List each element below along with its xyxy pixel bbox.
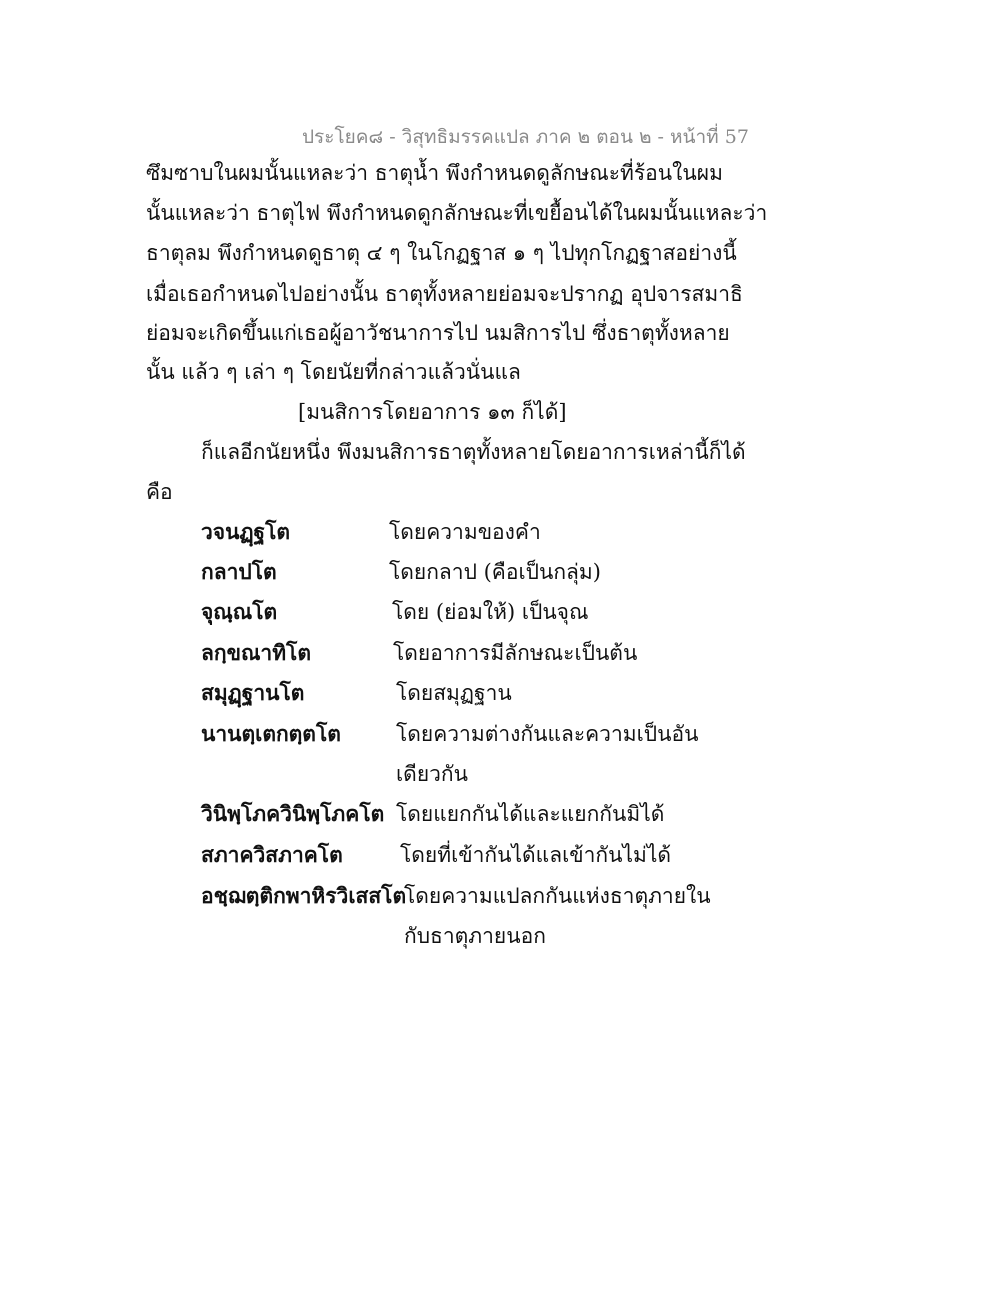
paragraph-line: นั้น แล้ว ๆ เล่า ๆ โดยนัยที่กล่าวแล้วนั่นแล <box>146 360 521 384</box>
term-item: นานตฺเตกตฺตโต <box>201 721 341 746</box>
page-header: ประโยค๘ - วิสุทธิมรรคแปล ภาค ๒ ตอน ๒ - หน้าที่ 57 <box>302 126 749 148</box>
term-definition: โดยความแปลกกันแห่งธาตุภายใน <box>404 884 711 908</box>
term-item: วจนฏฺฐโต <box>201 519 291 544</box>
section-heading: [มนสิการโดยอาการ ๑๓ ก็ได้] <box>298 400 567 424</box>
paragraph-line: ธาตุลม พึงกำหนดดูธาตุ ๔ ๆ ในโกฏฐาส ๑ ๆ ไปทุกโกฏฐาสอย่างนี้ <box>146 241 737 265</box>
intro-line: ก็แลอีกนัยหนึ่ง พึงมนสิการธาตุทั้งหลายโดยอาการเหล่านี้ก็ได้ <box>201 440 746 464</box>
term-item: จุณฺณโต <box>201 599 278 624</box>
term-definition: โดยความต่างกันและความเป็นอัน <box>396 722 699 746</box>
paragraph-line: ย่อมจะเกิดขึ้นแก่เธอผู้อาวัชนาการไป นมสิการไป ซึ่งธาตุทั้งหลาย <box>146 321 730 345</box>
term-item: อชฺฌตฺติกพาหิรวิเสสโต <box>201 883 407 908</box>
paragraph-line: ซึมซาบในผมนั้นแหละว่า ธาตุน้ำ พึงกำหนดดูลักษณะที่ร้อนในผม <box>146 161 723 185</box>
term-definition-continuation: กับธาตุภายนอก <box>404 924 546 948</box>
term-definition: โดยกลาป (คือเป็นกลุ่ม) <box>389 560 601 584</box>
paragraph-line: นั้นแหละว่า ธาตุไฟ พึงกำหนดดูกลักษณะที่เขยื้อนได้ในผมนั้นแหละว่า <box>146 201 768 225</box>
term-item: สภาควิสภาคโต <box>201 842 343 867</box>
paragraph-line: เมื่อเธอกำหนดไปอย่างนั้น ธาตุทั้งหลายย่อมจะปรากฏ อุปจารสมาธิ <box>146 282 743 306</box>
intro-line: คือ <box>146 480 173 504</box>
term-item: วินิพฺโภควินิพฺโภคโต <box>201 801 385 826</box>
term-definition: โดยแยกกันได้และแยกกันมิได้ <box>396 802 665 826</box>
term-definition: โดยสมุฏฐาน <box>396 681 512 705</box>
term-definition: โดยอาการมีลักษณะเป็นต้น <box>393 641 638 665</box>
term-definition: โดยความของคำ <box>389 520 541 544</box>
term-definition-continuation: เดียวกัน <box>396 762 468 786</box>
term-definition: โดยที่เข้ากันได้แลเข้ากันไม่ได้ <box>400 843 672 867</box>
term-item: กลาปโต <box>201 559 277 584</box>
term-item: ลกฺขณาทิโต <box>201 640 311 665</box>
term-definition: โดย (ย่อมให้) เป็นจุณ <box>392 600 589 624</box>
term-item: สมุฏฺฐานโต <box>201 680 305 705</box>
